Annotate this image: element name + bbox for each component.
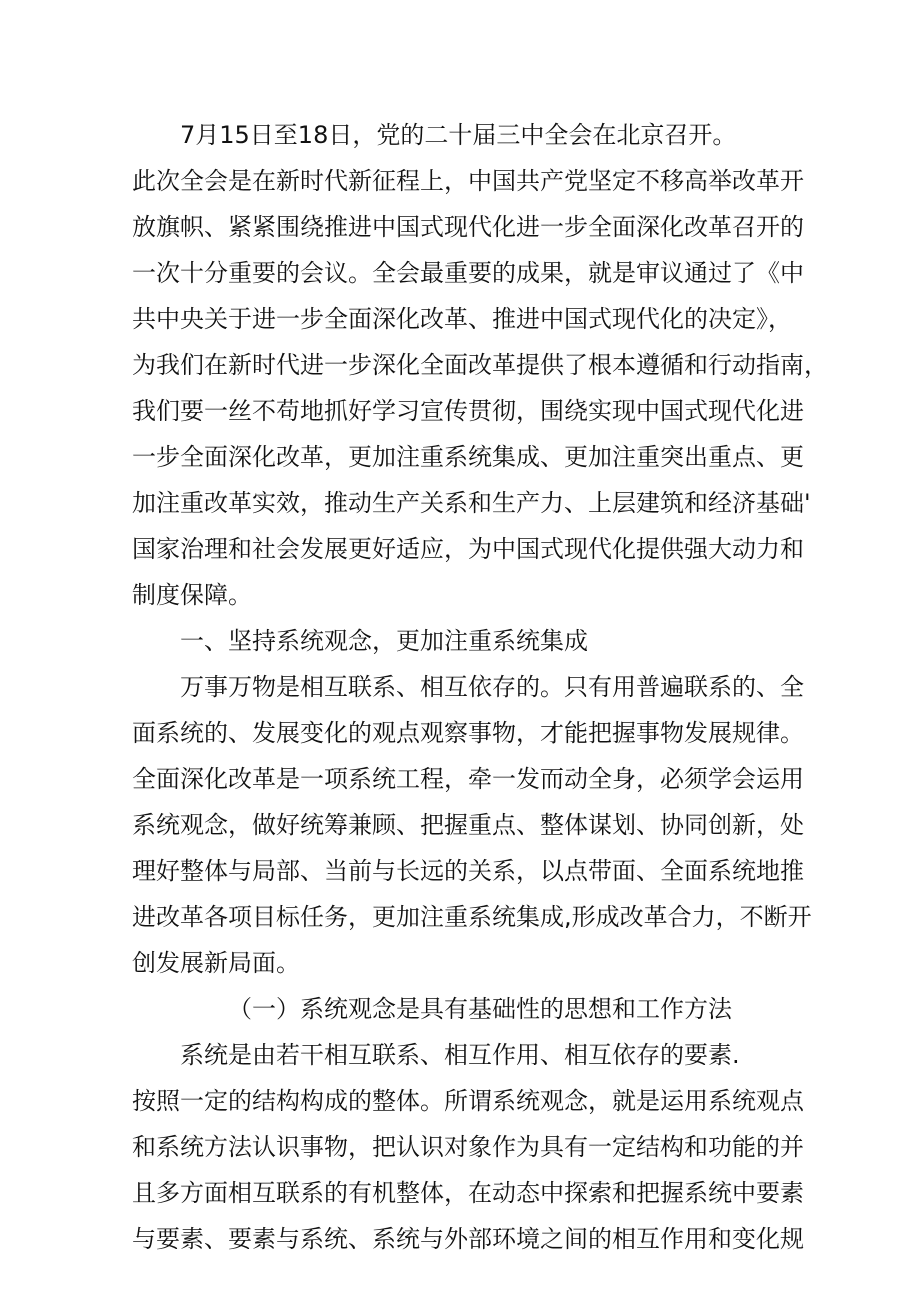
paragraph-line: 放旗帜、紧紧围绕推进中国式现代化进一步全面深化改革召开的 [132, 213, 804, 241]
paragraph-line: 国家治理和社会发展更好适应，为中国式现代化提供强大动力和 [132, 535, 804, 563]
paragraph-line: 一次十分重要的会议。全会最重要的成果，就是审议通过了《中 [132, 259, 804, 287]
section-heading: 一、坚持系统观念，更加注重系统集成 [180, 627, 588, 655]
paragraph-line: 且多方面相互联系的有机整体，在动态中探索和把握系统中要素 [132, 1179, 804, 1207]
paragraph-line: 一步全面深化改革，更加注重系统集成、更加注重突出重点、更 [132, 443, 804, 471]
paragraph-line: 7月15日至18日，党的二十届三中全会在北京召开。 [180, 121, 737, 149]
paragraph-line: 全面深化改革是一项系统工程，牵一发而动全身，必须学会运用 [132, 765, 804, 793]
paragraph-line: 加注重改革实效，推动生产关系和生产力、上层建筑和经济基础' [132, 489, 811, 517]
paragraph-line: 我们要一丝不苟地抓好学习宣传贯彻，围绕实现中国式现代化进 [132, 397, 804, 425]
paragraph-line: 进改革各项目标任务，更加注重系统集成,形成改革合力，不断开 [132, 903, 812, 931]
paragraph-line: 系统是由若干相互联系、相互作用、相互依存的要素. [180, 1041, 740, 1069]
paragraph-line: 系统观念，做好统筹兼顾、把握重点、整体谋划、协同创新，处 [132, 811, 804, 839]
paragraph-line: 共中央关于进一步全面深化改革、推进中国式现代化的决定》， [132, 305, 792, 333]
paragraph-line: 万事万物是相互联系、相互依存的。只有用普遍联系的、全 [180, 673, 804, 701]
paragraph-line: 面系统的、发展变化的观点观察事物，才能把握事物发展规律。 [132, 719, 804, 747]
paragraph-line: 按照一定的结构构成的整体。所谓系统观念，就是运用系统观点 [132, 1087, 804, 1115]
paragraph-line: 为我们在新时代进一步深化全面改革提供了根本遵循和行动指南， [132, 351, 828, 379]
paragraph-line: 和系统方法认识事物，把认识对象作为具有一定结构和功能的并 [132, 1133, 804, 1161]
paragraph-line: 理好整体与局部、当前与长远的关系，以点带面、全面系统地推 [132, 857, 804, 885]
paragraph-line: 制度保障。 [132, 581, 252, 609]
paragraph-line: 此次全会是在新时代新征程上，中国共产党坚定不移高举改革开 [132, 167, 804, 195]
paragraph-line: 与要素、要素与系统、系统与外部环境之间的相互作用和变化规 [132, 1225, 804, 1253]
document-body [132, 112, 828, 1262]
paragraph-line: 创发展新局面。 [132, 949, 300, 977]
subsection-heading: （一）系统观念是具有基础性的思想和工作方法 [228, 995, 732, 1023]
